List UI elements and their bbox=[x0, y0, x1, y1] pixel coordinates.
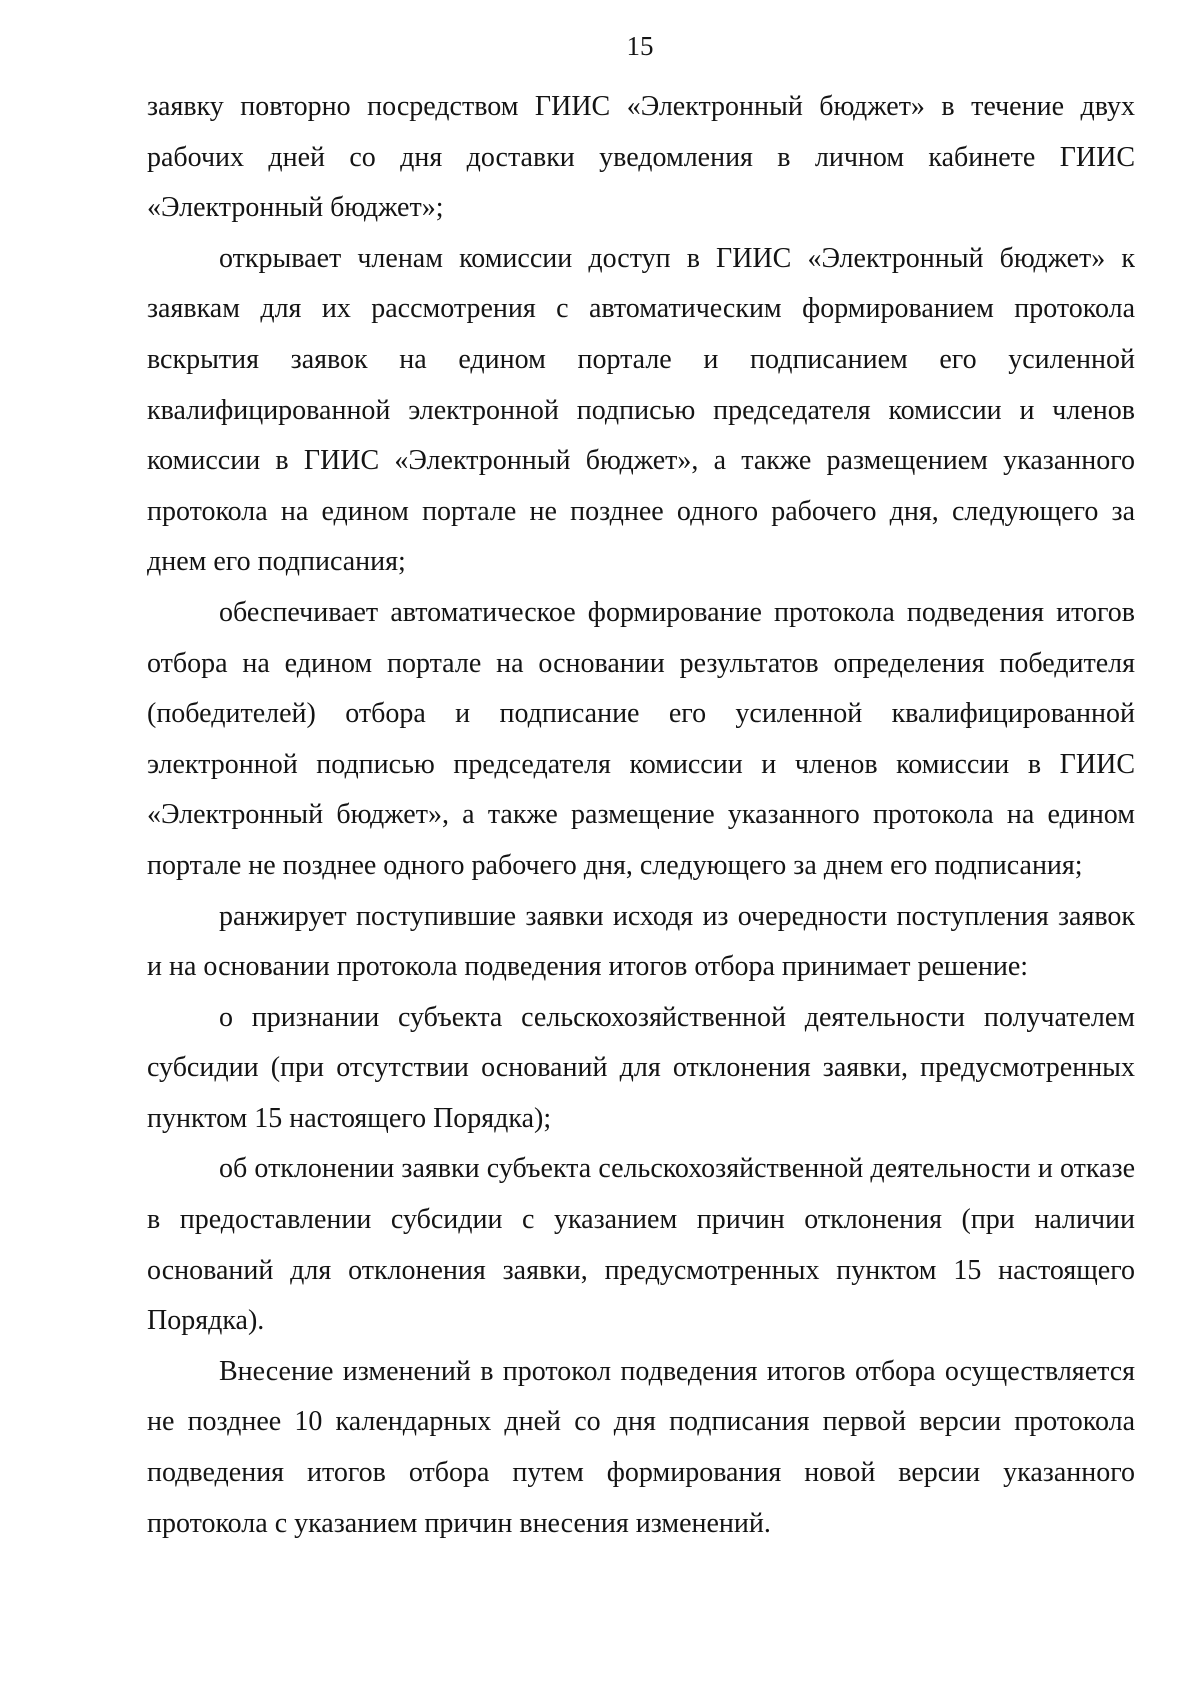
paragraph-rejection: об отклонении заявки субъекта сельскохозяйственной деятельности и отказе в предоставлении субсидии с указанием причин отклонения (при наличии оснований для отклонения заявки, предусмотренных пунктом 15 настоящего Порядка). bbox=[147, 1153, 1135, 1337]
paragraph-amendments: Внесение изменений в протокол подведения итогов отбора осуществляется не позднее 10 календарных дней со дня подписания первой версии протокола подведения итогов отбора путем формирования новой версии указанного протокола с указанием причин внесения изменений. bbox=[147, 1355, 1135, 1539]
paragraph-final-protocol: обеспечивает автоматическое формирование протокола подведения итогов отбора на едином портале на основании результатов определения победителя (победителей) отбора и подписание его усиленной квалифицированной электронной подписью председателя комиссии и членов комиссии в ГИИС «Электронный бюджет», а также размещение указанного протокола на едином портале не позднее одного рабочего дня, следующего за днем его подписания; bbox=[147, 596, 1135, 881]
paragraph-ranking: ранжирует поступившие заявки исходя из очередности поступления заявок и на основании протокола подведения итогов отбора принимает решение: bbox=[147, 900, 1135, 983]
paragraph-recognition: о признании субъекта сельскохозяйственной деятельности получателем субсидии (при отсутствии оснований для отклонения заявки, предусмотренных пунктом 15 настоящего Порядка); bbox=[147, 1001, 1135, 1134]
page-number: 15 bbox=[626, 31, 654, 61]
paragraph-open-access: открывает членам комиссии доступ в ГИИС «Электронный бюджет» к заявкам для их рассмотрения с автоматическим формированием протокола вскрытия заявок на едином портале и подписанием его усиленной квалифицированной электронной подписью председателя комиссии и членов комиссии в ГИИС «Электронный бюджет», а также размещением указанного протокола на едином портале не позднее одного рабочего дня, следующего за днем его подписания; bbox=[147, 242, 1135, 578]
paragraph-continuation: заявку повторно посредством ГИИС «Электронный бюджет» в течение двух рабочих дней со дня доставки уведомления в личном кабинете ГИИС «Электронный бюджет»; bbox=[147, 91, 1135, 224]
document-body bbox=[147, 82, 1135, 1549]
